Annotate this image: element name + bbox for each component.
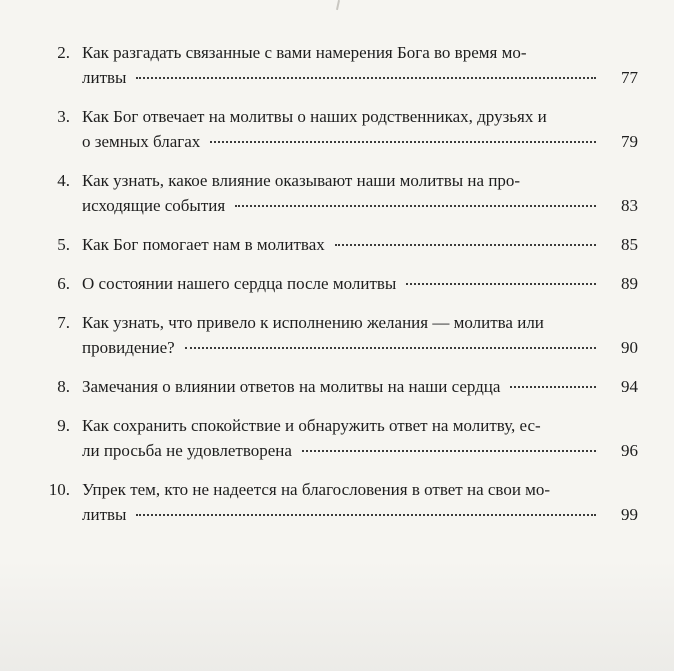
toc-entry-number: 8. — [57, 377, 70, 396]
toc-entry-title-line: Как Бог отвечает на молитвы о наших родственниках, друзьях и — [82, 107, 547, 126]
toc-entry-number: 3. — [57, 107, 70, 126]
toc-entry-title-end: ли просьба не удовлетворена — [82, 441, 292, 460]
toc-entry — [38, 413, 638, 463]
toc-entry-number: 10. — [48, 480, 70, 499]
toc-entry-title-line: Как разгадать связанные с вами намерения Бога во время мо- — [82, 43, 527, 62]
toc-entry-title-end: исходящие события — [82, 196, 226, 215]
toc-entry — [38, 40, 638, 90]
toc-page-number: 85 — [621, 235, 638, 254]
toc-entry-title-end: литвы — [82, 505, 127, 524]
toc-entry-title-line: Как узнать, что привело к исполнению желания — молитва или — [82, 313, 544, 332]
toc-entry — [38, 271, 638, 296]
dot-leader — [335, 243, 596, 246]
toc-entry-title-end: провидение? — [82, 338, 175, 357]
dot-leader — [510, 385, 596, 388]
toc-entry-body — [72, 232, 638, 257]
toc-page-number: 79 — [621, 132, 638, 151]
toc-entry-title-end: о земных благах — [82, 132, 201, 151]
toc-entry-last-line — [82, 65, 638, 90]
dot-leader — [210, 140, 596, 143]
toc-entry-title-line: Как узнать, какое влияние оказывают наши молитвы на про- — [82, 171, 521, 190]
toc-entry-number: 2. — [57, 43, 70, 62]
toc-page-number: 83 — [621, 196, 638, 215]
dot-leader — [235, 204, 596, 207]
toc-page-number: 96 — [621, 441, 638, 460]
dot-leader — [136, 513, 596, 516]
toc-entry-last-line — [82, 232, 638, 257]
toc-entry — [38, 477, 638, 527]
dot-leader — [406, 282, 596, 285]
toc-entry — [38, 104, 638, 154]
toc-entry-last-line — [82, 502, 638, 527]
toc-entry-title-end: Замечания о влиянии ответов на молитвы на наши сердца — [82, 377, 501, 396]
scan-mark — [336, 0, 340, 10]
toc-page-number: 90 — [621, 338, 638, 357]
toc-entry-number: 9. — [57, 416, 70, 435]
toc-entry-number: 7. — [57, 313, 70, 332]
toc-entry-last-line — [82, 374, 638, 399]
toc-entry-body — [72, 477, 638, 527]
toc-page-number: 77 — [621, 68, 638, 87]
toc-page-number: 99 — [621, 505, 638, 524]
toc-entry-title-end: О состоянии нашего сердца после молитвы — [82, 274, 397, 293]
toc-entry-body — [72, 168, 638, 218]
toc-entry-title-line: Как сохранить спокойствие и обнаружить ответ на молитву, ес- — [82, 416, 541, 435]
toc-entry-title-line: Упрек тем, кто не надеется на благословения в ответ на свои мо- — [82, 480, 551, 499]
toc-entry-last-line — [82, 438, 638, 463]
toc-entry-last-line — [82, 271, 638, 296]
dot-leader — [302, 449, 596, 452]
toc-page-number: 89 — [621, 274, 638, 293]
toc-entry-title-end: литвы — [82, 68, 127, 87]
toc-page-number: 94 — [621, 377, 638, 396]
toc-entry-body — [72, 310, 638, 360]
toc-entry-body — [72, 413, 638, 463]
toc-entry-number: 4. — [57, 171, 70, 190]
toc-entry-body — [72, 40, 638, 90]
toc-entry-last-line — [82, 193, 638, 218]
bleed-through-shadow — [0, 560, 674, 671]
table-of-contents — [38, 40, 638, 541]
toc-entry-number: 6. — [57, 274, 70, 293]
toc-entry — [38, 310, 638, 360]
toc-entry-body — [72, 104, 638, 154]
toc-entry — [38, 232, 638, 257]
dot-leader — [136, 76, 596, 79]
toc-entry-body — [72, 374, 638, 399]
toc-entry-last-line — [82, 129, 638, 154]
toc-entry-last-line — [82, 335, 638, 360]
dot-leader — [185, 346, 596, 349]
toc-entry-title-end: Как Бог помогает нам в молитвах — [82, 235, 325, 254]
toc-entry — [38, 168, 638, 218]
toc-entry — [38, 374, 638, 399]
toc-entry-number: 5. — [57, 235, 70, 254]
toc-entry-body — [72, 271, 638, 296]
